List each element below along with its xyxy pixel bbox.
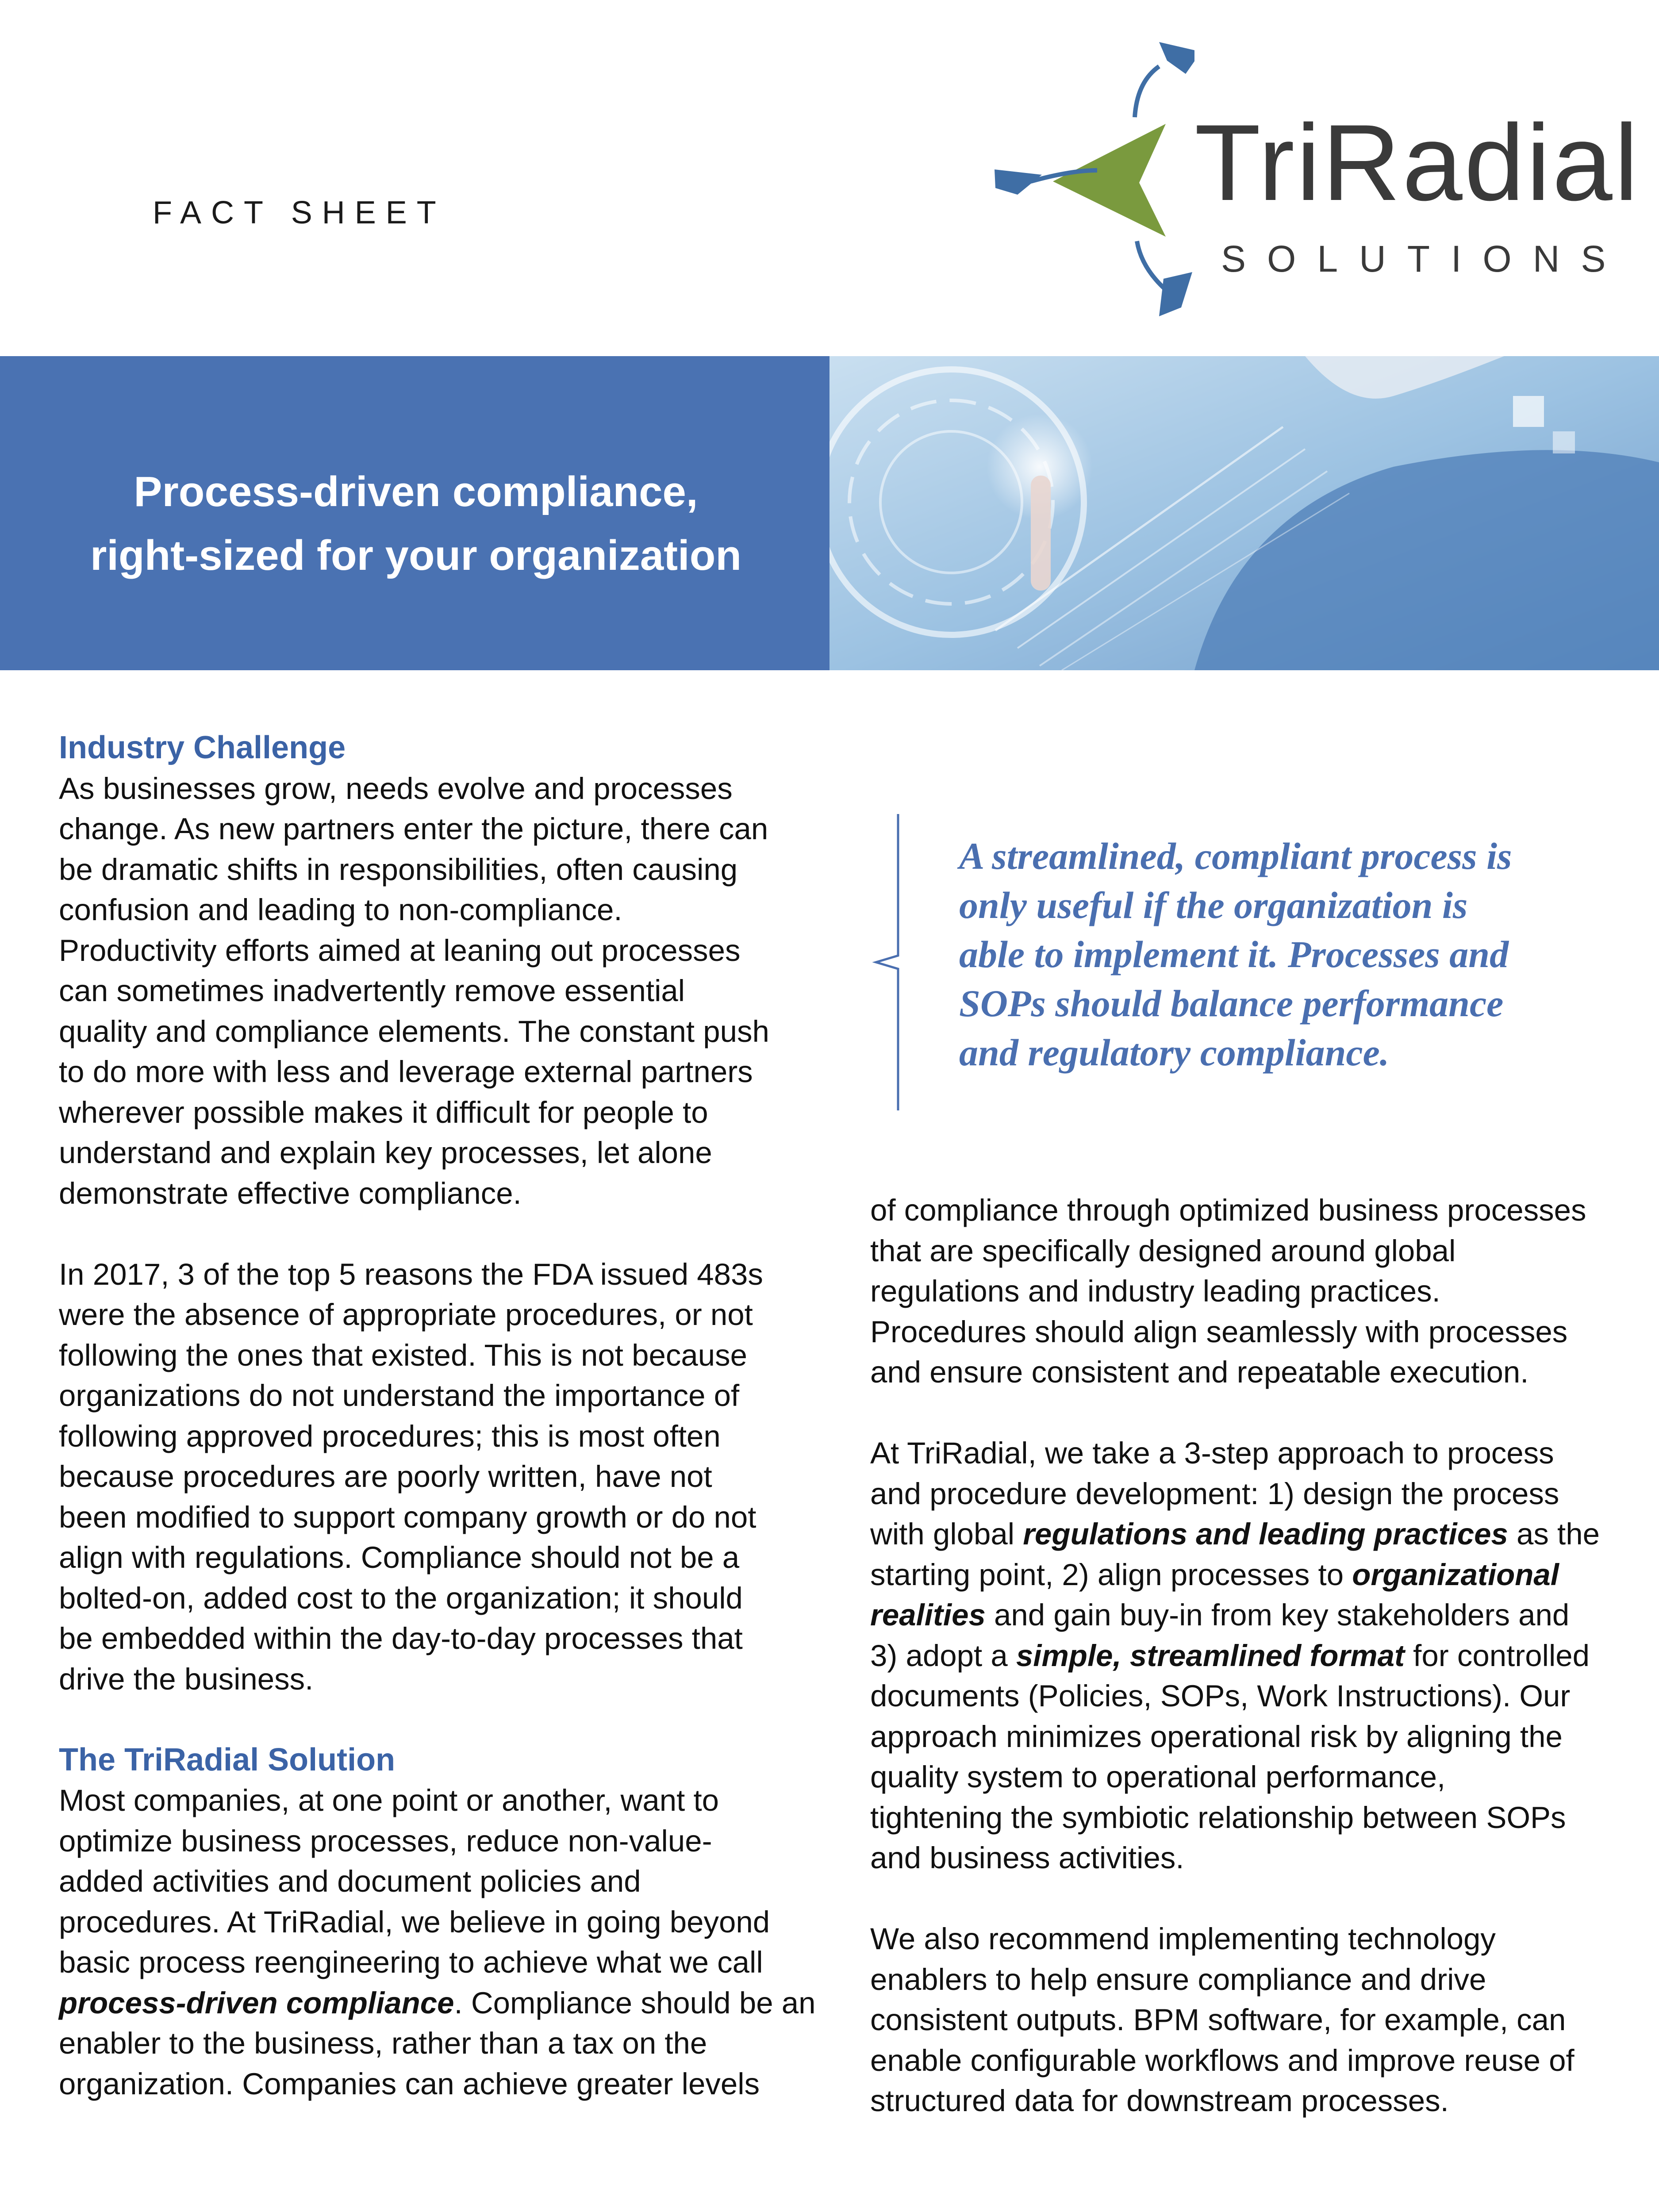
industry-challenge-heading: Industry Challenge	[59, 730, 346, 765]
right-paragraph-1: of compliance through optimized business processes that are specifically designed around global regulations and industry leading practices. Procedures should align seamlessly with processes and ensure consistent and repeatable execution.	[870, 1193, 1586, 1389]
right-column	[870, 1190, 1622, 2121]
quote-bracket-icon	[872, 814, 907, 1110]
solution-heading: The TriRadial Solution	[59, 1742, 396, 1778]
logo-arc-top	[1135, 66, 1159, 117]
right-paragraph-2: At TriRadial, we take a 3-step approach to process and procedure development: 1) design the process with global regulations and leading practices as the starting point, 2) align processes to organizational realities and gain buy-in from key stakeholders and 3) adopt a simple, streamlined format for controlled documents (Policies, SOPs, Work Instructions). Our approach minimizes operational risk by aligning the quality system to operational performance, tightening the symbiotic relationship between SOPs and business activities.	[870, 1436, 1600, 1875]
emphasis-regulations: regulations and leading practices	[1023, 1517, 1508, 1551]
right-paragraph-3: We also recommend implementing technology enablers to help ensure compliance and drive consistent outputs. BPM software, for example, can enable configurable workflows and improve reuse of structured data for downstream processes.	[870, 1922, 1575, 2118]
logo-blue-shape-top	[1159, 42, 1194, 74]
hero-banner	[0, 356, 1659, 670]
solution-paragraph: Most companies, at one point or another, want to optimize business processes, reduce non-value- added activities and document policies and procedures. At TriRadial, we believe in going beyond basic process reengineering to achieve what we call process-driven compliance. Compliance should be an enabler to the business, rather than a tax on the organization. Companies can achieve greater levels	[59, 1783, 816, 2101]
emphasis-process-driven-compliance: process-driven compliance	[59, 1985, 454, 2020]
triradial-emblem-icon	[991, 42, 1194, 325]
emphasis-realities: realities	[870, 1598, 986, 1632]
challenge-paragraph-2: In 2017, 3 of the top 5 reasons the FDA issued 483s were the absence of appropriate procedures, or not following the ones that existed. This is not because organizations do not understand the importance of following approved procedures; this is most often because procedures are poorly written, have not been modified to support company growth or do not align with regulations. Compliance should not be a bolted-on, added cost to the organization; it should be embedded within the day-to-day processes that drive the business.	[59, 1257, 763, 1696]
banner-title: Process-driven compliance, right-sized for your organization	[90, 468, 741, 579]
challenge-paragraph-1: As businesses grow, needs evolve and processes change. As new partners enter the picture, there can be dramatic shifts in responsibilities, often causing confusion and leading to non-compliance. Productivity efforts aimed at leaning out processes can sometimes inadvertently remove essential quality and compliance elements. The constant push to do more with less and leverage external partners wherever possible makes it difficult for people to understand and explain key processes, let alone demonstrate effective compliance.	[59, 771, 769, 1210]
emphasis-organizational: organizational	[1352, 1557, 1559, 1592]
logo-green-shape	[1053, 124, 1166, 237]
logo-blue-shape-bottom	[1159, 272, 1192, 316]
emphasis-simple-format: simple, streamlined format	[1016, 1638, 1405, 1673]
logo-arc-bottom	[1137, 241, 1166, 290]
logo-wordmark: TriRadial	[1194, 102, 1640, 223]
left-column	[59, 728, 816, 2104]
document-type-label: FACT SHEET	[153, 195, 446, 230]
pull-quote: A streamlined, compliant process is only useful if the organization is able to implement it. Processes and SOPs should balance performance and regulatory compliance.	[959, 835, 1512, 1074]
triradial-logo	[991, 42, 1640, 325]
logo-subtitle: SOLUTIONS	[1221, 238, 1627, 280]
